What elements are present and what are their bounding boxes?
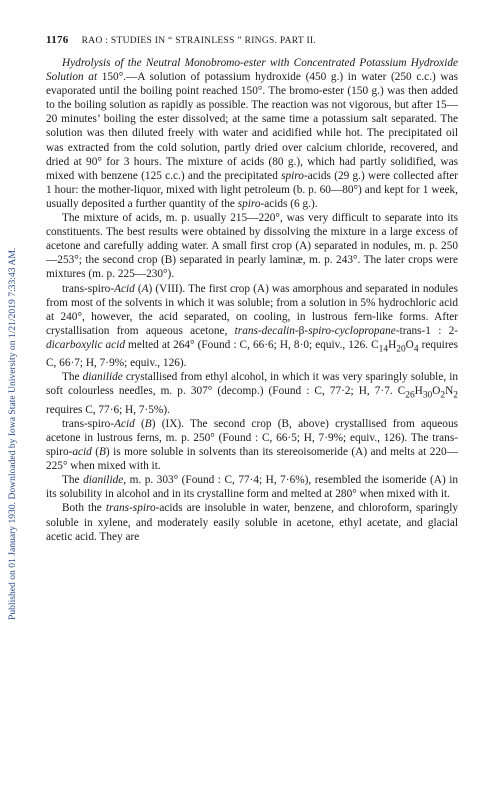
page-header (46, 34, 458, 46)
article-body (46, 56, 458, 544)
paragraph: The mixture of acids, m. p. usually 215—220°, was very difficult to separate into its constituents. The best results were obtained by dissolving the mixture in a large excess of acetone and carefully adding water. A small first crop (A) separated in nodules, m. p. 250—253°; the second crop (B) separated in pearly laminæ, m. p. 243°. The later crops were mixtures (m. p. 225—230°). (46, 212, 458, 281)
paragraph: The dianilide, m. p. 303° (Found : C, 77·4; H, 7·6%), resembled the isomeride (A) in its solubility in alcohol and in its crystalline form and melted at 280° when mixed with it. (46, 474, 459, 501)
paragraph: The dianilide crystallised from ethyl alcohol, in which it was very sparingly soluble, in soft colourless needles, m. p. 307° (decomp.) (Found : C, 77·2; H, 7·7. $C_{26}H_{30}O_2N_2$ requires C, 77·6; H, 7·5%). (46, 371, 458, 416)
paragraph: trans-spiro-Acid (B) (IX). The second crop (B, above) crystallised from aqueous acetone in lustrous ferns, m. p. 250° (Found : C, 66·5; H, 7·9%; equiv., 126). The trans-spiro-acid (B) is more soluble in solvents than its stereoisomeride (A) and melts at 220—225° when mixed with it. (46, 417, 458, 473)
article-page (46, 34, 458, 544)
running-title: RAO : STUDIES IN “ STRAINLESS ” RINGS. PART II. (81, 36, 317, 46)
page-number: 1176 (46, 34, 69, 46)
paragraph: trans-spiro-Acid (A) (VIII). The first crop (A) was amorphous and separated in nodules from most of the solvents in which it was soluble; from a solution in 5% hydrochloric acid at 240°, however, the acid separated, on cooling, in lustrous fern-like forms. After crystallisation from aqueous acetone, trans-decalin-β-spiro-cyclopropane-trans-1 : 2-dicarboxylic acid melted at 264° (Found : C, 66·6; H, 8·0; equiv., 126. $C_{14}H_{20}O_4$ requires C, 66·7; H, 7·9%; equiv., 126). (46, 282, 459, 370)
paragraph: Both the trans-spiro-acids are insoluble in water, benzene, and chloroform, sparingly soluble in xylene, and moderately easily soluble in acetone, ethyl acetate, and glacial acetic acid. They are (46, 502, 458, 543)
watermark-text: Published on 01 January 1930. Downloaded by Iowa State University on 1/21/2019 7:33:43 AM. (7, 247, 18, 620)
download-watermark (7, 60, 21, 620)
paragraph: Hydrolysis of the Neutral Monobromo-ester with Concentrated Potassium Hydroxide Solution at 150°.—A solution of potassium hydroxide (450 g.) in water (250 c.c.) was evaporated until the boiling point reached 150°. The bromo-ester (150 g.) was then added to the boiling solution as rapidly as possible. The reaction was not vigorous, but after 15—20 minutes’ boiling the ester dissolved; at the same time a potassium salt separated. The solution was then diluted freely with water and acidified while hot. The precipitated oil was extracted from the cold solution, partly dried over calcium chloride, recovered, and dried at 90° for 3 hours. The mixture of acids (80 g.), which had partly solidified, was mixed with benzene (125 c.c.) and the precipitated spiro-acids (29 g.) were collected after 1 hour: the mother-liquor, mixed with light petroleum (b. p. 60—80°) and kept for 1 week, usually deposited a further quantity of the spiro-acids (6 g.). (46, 57, 458, 210)
